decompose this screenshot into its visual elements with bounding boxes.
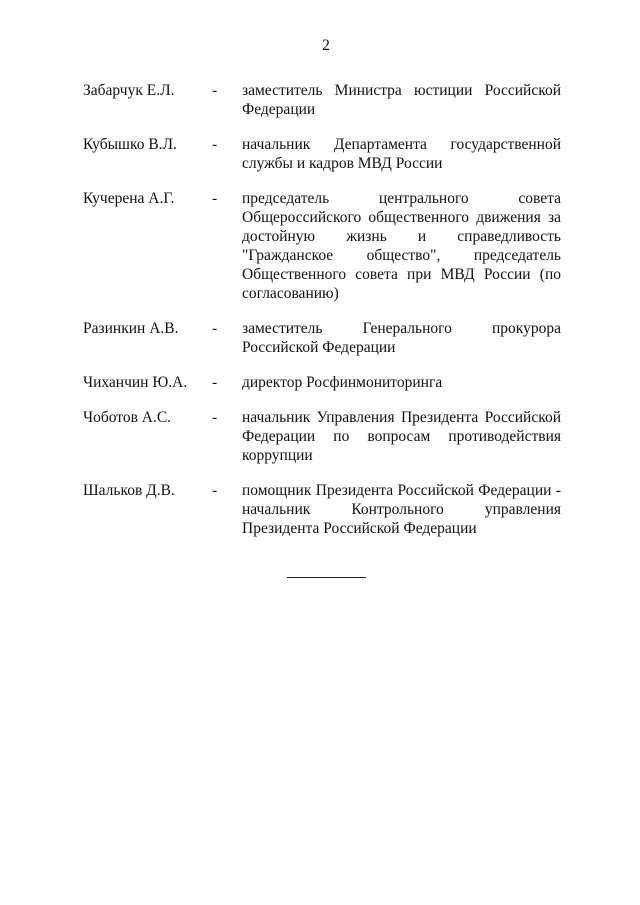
page-number: 2 bbox=[322, 37, 330, 54]
member-dash: - bbox=[212, 136, 218, 153]
member-name: Кучерена А.Г. bbox=[83, 190, 175, 207]
member-name: Шальков Д.В. bbox=[83, 482, 175, 499]
member-row bbox=[0, 189, 640, 303]
member-position: начальник Управления Президента Российской Федерации по вопросам противодействия коррупции bbox=[242, 409, 561, 464]
member-position: заместитель Министра юстиции Российской Федерации bbox=[242, 82, 561, 118]
member-name: Разинкин А.В. bbox=[83, 320, 179, 337]
member-dash: - bbox=[212, 409, 218, 426]
member-row bbox=[0, 373, 640, 392]
member-dash: - bbox=[212, 82, 218, 99]
member-row bbox=[0, 81, 640, 119]
member-row bbox=[0, 319, 640, 357]
member-position: начальник Департамента государственной службы и кадров МВД России bbox=[242, 136, 561, 172]
member-position: директор Росфинмониторинга bbox=[242, 374, 443, 391]
member-dash: - bbox=[212, 190, 218, 207]
end-of-list-divider bbox=[287, 577, 366, 578]
member-dash: - bbox=[212, 374, 218, 391]
member-dash: - bbox=[212, 320, 218, 337]
member-row bbox=[0, 481, 640, 538]
member-row bbox=[0, 408, 640, 465]
member-name: Чоботов А.С. bbox=[83, 409, 172, 426]
member-name: Кубышко В.Л. bbox=[83, 136, 177, 153]
member-name: Чиханчин Ю.А. bbox=[83, 374, 188, 391]
member-position: помощник Президента Российской Федерации - начальник Контрольного управления Президента Российской Федерации bbox=[242, 482, 561, 537]
member-name: Забарчук Е.Л. bbox=[83, 82, 175, 99]
member-dash: - bbox=[212, 482, 218, 499]
member-row bbox=[0, 135, 640, 173]
member-position: председатель центрального совета Общероссийского общественного движения за достойную жизнь и справедливость "Гражданское общество", председатель Общественного совета при МВД России (по согласованию) bbox=[242, 190, 561, 302]
member-list bbox=[0, 81, 640, 554]
member-position: заместитель Генерального прокурора Российской Федерации bbox=[242, 320, 561, 356]
